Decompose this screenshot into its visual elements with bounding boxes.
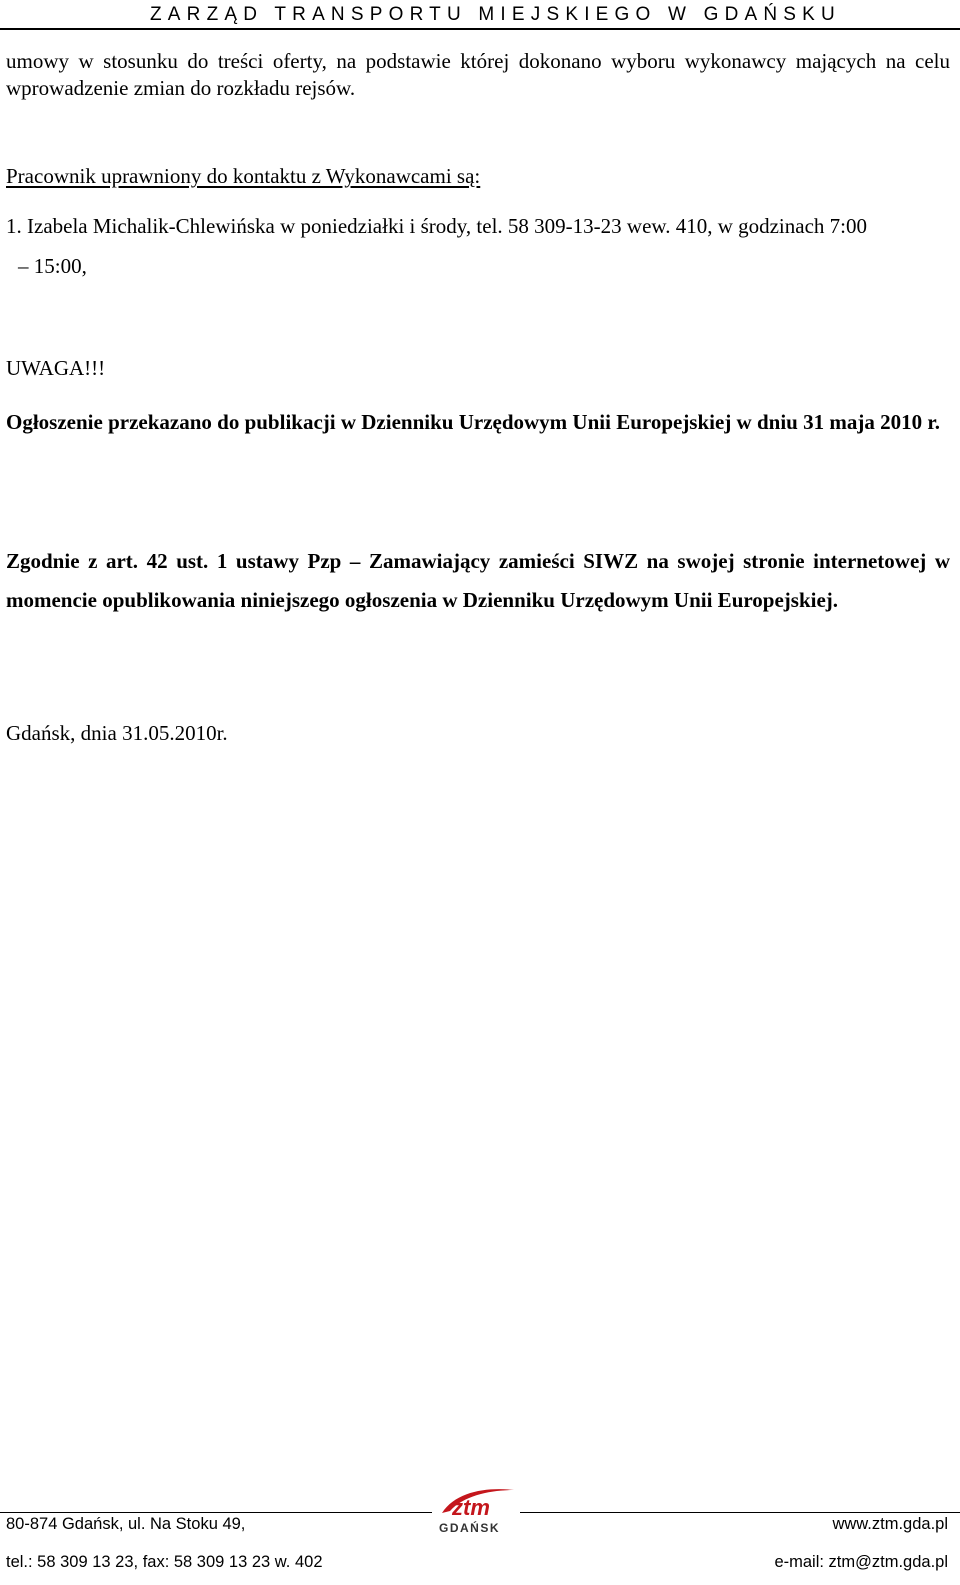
footer-website[interactable]: www.ztm.gda.pl bbox=[832, 1515, 948, 1533]
ztm-logo bbox=[436, 1487, 516, 1535]
footer-divider-right bbox=[520, 1512, 960, 1513]
publication-notice: Ogłoszenie przekazano do publikacji w Dzienniku Urzędowym Unii Europejskiej w dniu 31 maja 2010 r. bbox=[6, 410, 940, 434]
header-divider bbox=[0, 28, 960, 30]
footer-phone: tel.: 58 309 13 23, fax: 58 309 13 23 w. 402 bbox=[6, 1553, 323, 1571]
contact-item-line-1: 1. Izabela Michalik-Chlewińska w poniedziałki i środy, tel. 58 309-13-23 wew. 410, w godzinach 7:00 bbox=[6, 214, 867, 238]
siwz-notice: Zgodnie z art. 42 ust. 1 ustawy Pzp – Zamawiający zamieści SIWZ na swojej stronie internetowej w momencie opublikowania niniejszego ogłoszenia w Dzienniku Urzędowym Unii Europejskiej. bbox=[6, 549, 950, 612]
contact-heading bbox=[6, 163, 950, 190]
page-header-title: ZARZĄD TRANSPORTU MIEJSKIEGO W GDAŃSKU bbox=[150, 4, 841, 25]
footer-address: 80-874 Gdańsk, ul. Na Stoku 49, bbox=[6, 1515, 246, 1533]
contact-item-line-2: – 15:00, bbox=[18, 254, 87, 278]
footer-email[interactable]: e-mail: ztm@ztm.gda.pl bbox=[774, 1553, 948, 1571]
contract-changes-paragraph: umowy w stosunku do treści oferty, na podstawie której dokonano wyboru wykonawcy mających na celu wprowadzenie zmian do rozkładu rejsów. bbox=[6, 49, 950, 100]
footer-divider-left bbox=[0, 1512, 432, 1513]
logo-city: GDAŃSK bbox=[439, 1521, 501, 1535]
logo-wordmark: ztm bbox=[452, 1495, 490, 1520]
contact-heading-text: Pracownik uprawniony do kontaktu z Wykonawcami są: bbox=[6, 164, 481, 188]
ztm-logo-icon bbox=[436, 1487, 516, 1535]
warning-heading: UWAGA!!! bbox=[6, 356, 106, 380]
place-and-date: Gdańsk, dnia 31.05.2010r. bbox=[6, 721, 228, 745]
